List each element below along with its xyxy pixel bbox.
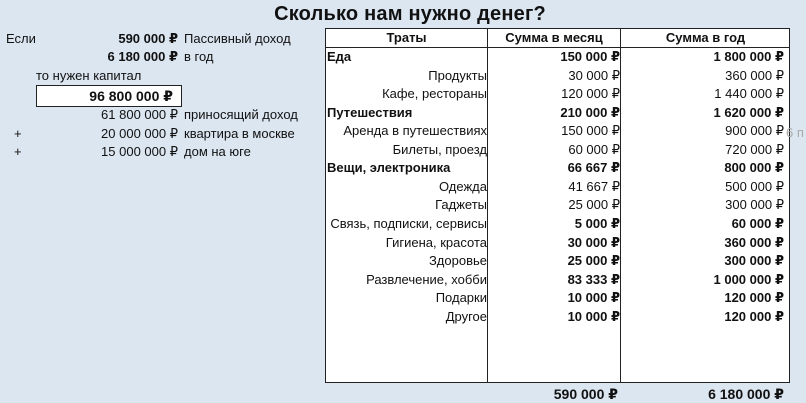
expense-name[interactable]: Здоровье	[428, 253, 487, 269]
capital-item-label: приносящий доход	[184, 107, 298, 122]
table-row	[325, 234, 790, 253]
need-capital-label: то нужен капитал	[36, 68, 142, 83]
expense-year[interactable]: 1 440 000 ₽	[714, 86, 784, 102]
expense-month[interactable]: 210 000 ₽	[560, 104, 620, 120]
expense-name[interactable]: Билеты, проезд	[392, 141, 487, 157]
capital-item-value[interactable]: 20 000 000 ₽	[101, 125, 178, 141]
table-row	[325, 48, 790, 67]
expense-year[interactable]: 800 000 ₽	[724, 160, 784, 176]
expense-month[interactable]: 83 333 ₽	[567, 271, 620, 287]
table-row	[325, 85, 790, 104]
passive-income-value[interactable]: 590 000 ₽	[118, 31, 178, 46]
table-row	[325, 67, 790, 86]
year-income-value[interactable]: 6 180 000 ₽	[107, 49, 178, 64]
expense-year[interactable]: 300 000 ₽	[725, 197, 784, 213]
expense-month[interactable]: 66 667 ₽	[567, 160, 620, 176]
table-row	[325, 271, 790, 290]
expense-name[interactable]: Продукты	[428, 67, 487, 83]
expense-month[interactable]: 60 000 ₽	[568, 141, 620, 157]
table-row	[325, 159, 790, 178]
expense-month[interactable]: 150 000 ₽	[561, 123, 620, 139]
expense-year[interactable]: 360 000 ₽	[725, 67, 784, 83]
table-row	[325, 215, 790, 234]
expense-name[interactable]: Вещи, электроника	[327, 160, 451, 176]
table-row	[325, 178, 790, 197]
expense-name[interactable]: Гаджеты	[435, 197, 487, 213]
expense-year[interactable]: 1 620 000 ₽	[713, 104, 784, 120]
table-row	[325, 308, 790, 327]
table-row	[325, 289, 790, 308]
expense-name[interactable]: Кафе, рестораны	[382, 86, 487, 102]
expense-year[interactable]: 120 000 ₽	[724, 308, 784, 324]
expense-name[interactable]: Развлечение, хобби	[366, 271, 487, 287]
expense-month[interactable]: 30 000 ₽	[567, 234, 620, 250]
expense-year[interactable]: 360 000 ₽	[724, 234, 784, 250]
total-month[interactable]: 590 000 ₽	[553, 386, 618, 402]
table-row	[325, 141, 790, 160]
expense-year[interactable]: 60 000 ₽	[731, 215, 784, 231]
expense-name[interactable]: Подарки	[435, 290, 487, 306]
capital-item-value[interactable]: 61 800 000 ₽	[101, 107, 178, 122]
expense-year[interactable]: 1 000 000 ₽	[713, 271, 784, 287]
expense-name[interactable]: Еда	[327, 49, 352, 64]
sign: +	[14, 144, 22, 159]
expense-year[interactable]: 120 000 ₽	[724, 290, 784, 306]
expense-name[interactable]: Одежда	[438, 178, 487, 194]
expense-month[interactable]: 150 000 ₽	[560, 49, 620, 64]
expense-name[interactable]: Другое	[445, 308, 487, 324]
capital-item-label: квартира в москве	[184, 125, 295, 141]
expense-month[interactable]: 10 000 ₽	[567, 290, 620, 306]
expense-name[interactable]: Аренда в путешествиях	[343, 123, 487, 139]
if-label: Если	[6, 31, 36, 46]
expense-year[interactable]: 720 000 ₽	[725, 141, 784, 157]
expense-month[interactable]: 30 000 ₽	[568, 67, 620, 83]
total-year[interactable]: 6 180 000 ₽	[708, 386, 784, 402]
overflow-text: 6 п	[786, 125, 804, 140]
expense-name[interactable]: Гигиена, красота	[385, 234, 487, 250]
expense-year[interactable]: 500 000 ₽	[725, 178, 784, 194]
expense-month[interactable]: 120 000 ₽	[561, 86, 620, 102]
capital-value-cell[interactable]: 96 800 000 ₽	[36, 85, 182, 107]
expense-month[interactable]: 10 000 ₽	[567, 308, 620, 324]
sign: +	[14, 125, 22, 141]
header-expenses[interactable]: Траты	[386, 30, 427, 45]
page-title: Сколько нам нужно денег?	[274, 3, 546, 25]
expense-year[interactable]: 900 000 ₽	[725, 123, 784, 139]
header-monthly[interactable]: Сумма в месяц	[505, 30, 603, 45]
table-row	[325, 122, 790, 141]
expense-month[interactable]: 5 000 ₽	[574, 215, 620, 231]
passive-income-label: Пассивный доход	[184, 31, 291, 46]
expense-name[interactable]: Связь, подписки, сервисы	[330, 215, 487, 231]
expense-month[interactable]: 25 000 ₽	[568, 197, 620, 213]
year-income-label: в год	[184, 49, 214, 64]
expense-year[interactable]: 300 000 ₽	[724, 253, 784, 269]
expense-month[interactable]: 25 000 ₽	[567, 253, 620, 269]
table-row	[325, 252, 790, 271]
expense-month[interactable]: 41 667 ₽	[568, 178, 620, 194]
table-row	[325, 196, 790, 215]
expense-name[interactable]: Путешествия	[327, 104, 413, 120]
table-row	[325, 104, 790, 123]
capital-item-label: дом на юге	[184, 144, 251, 159]
capital-item-value[interactable]: 15 000 000 ₽	[101, 144, 178, 159]
header-yearly[interactable]: Сумма в год	[665, 30, 746, 45]
expense-year[interactable]: 1 800 000 ₽	[713, 49, 784, 64]
